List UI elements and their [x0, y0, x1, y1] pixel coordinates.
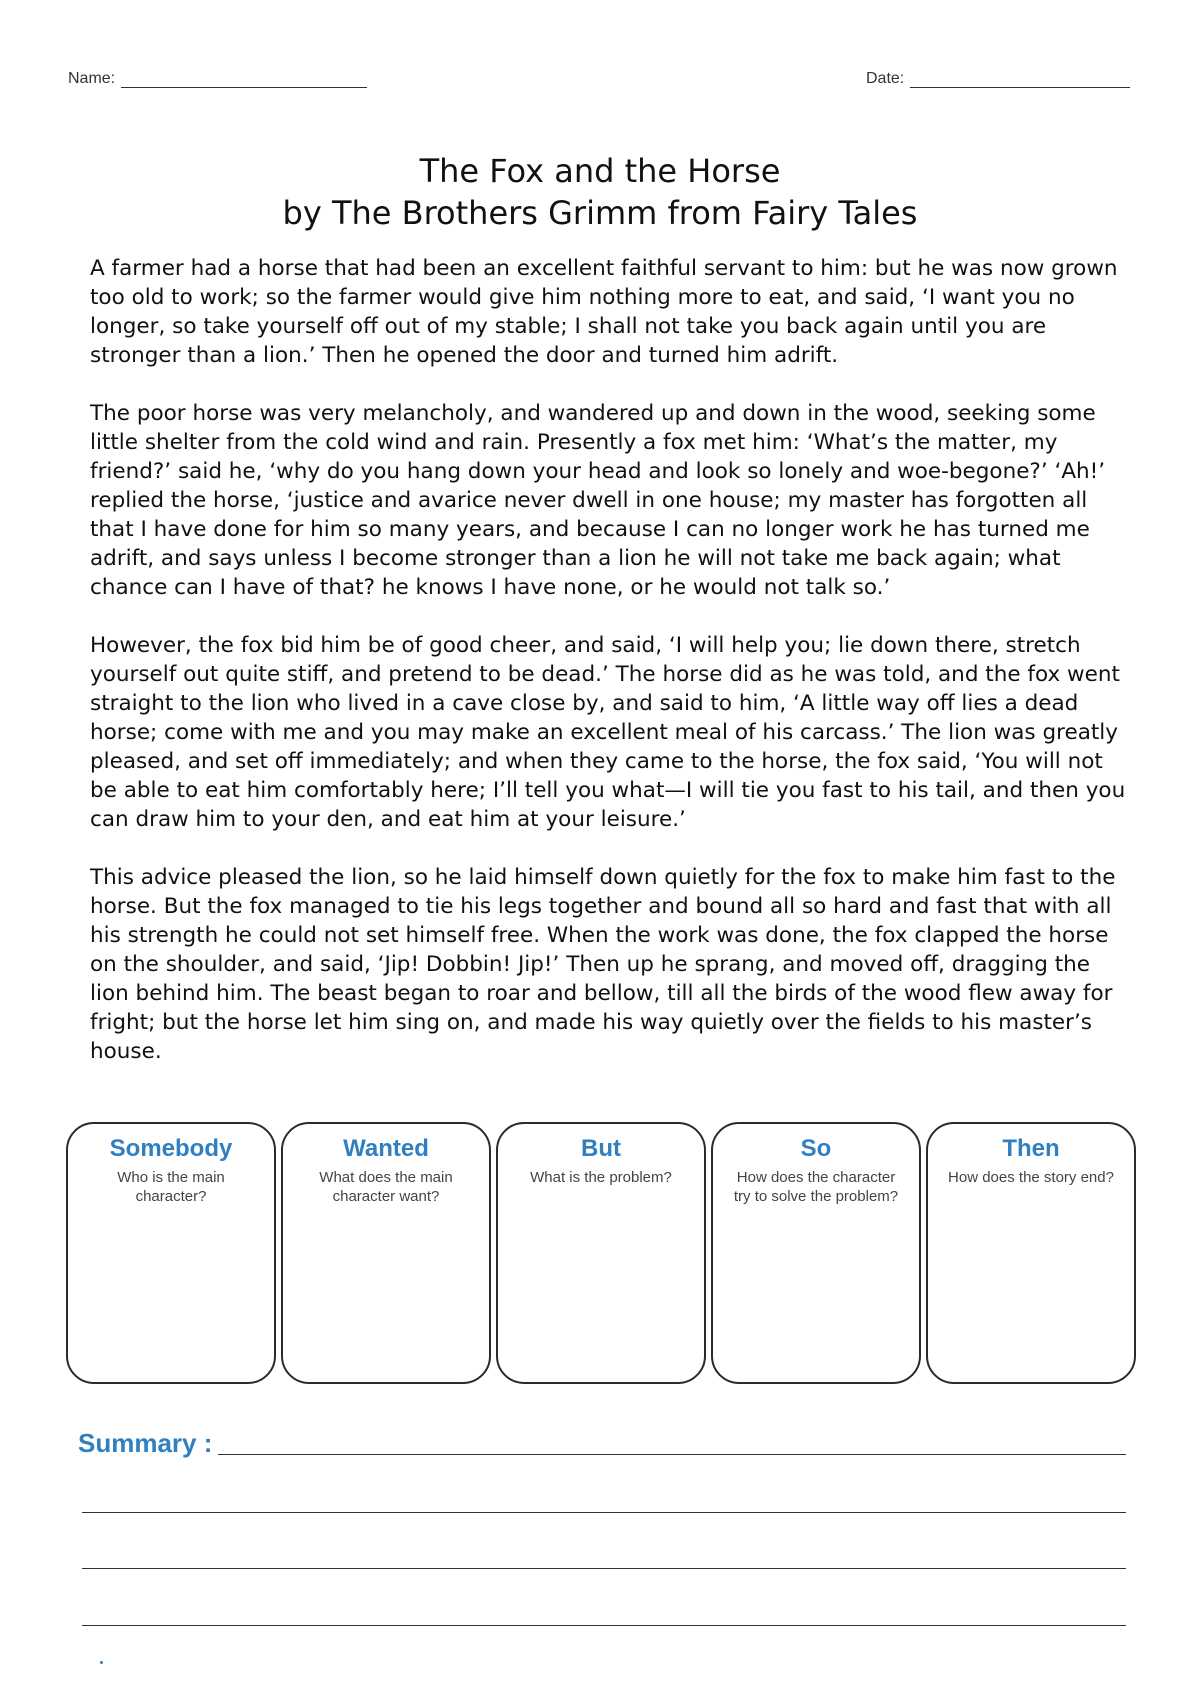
story-paragraph-1: A farmer had a horse that had been an excellent faithful servant to him: but he was now grown too old to work; so the farmer would give him nothing more to eat, and said, ‘I want you no longer, so take yourself off out of my stable; I shall not take you back again until you are stronger than a lion.’ Then he opened the door and turned him adrift. [90, 256, 1118, 368]
name-field[interactable] [68, 70, 367, 88]
date-input-line[interactable] [910, 71, 1130, 88]
summary-section [78, 1428, 1126, 1459]
organizer-question-so: How does the character try to solve the problem? [733, 1169, 899, 1205]
organizer-question-then: How does the story end? [948, 1169, 1114, 1186]
organizer-box-then[interactable] [926, 1122, 1136, 1384]
organizer-box-wanted[interactable] [281, 1122, 491, 1384]
title-line-1: The Fox and the Horse [419, 152, 781, 190]
date-label: Date: [866, 70, 905, 87]
date-field[interactable] [866, 70, 1130, 88]
name-input-line[interactable] [121, 71, 367, 88]
story-paragraph-3: However, the fox bid him be of good cheer, and said, ‘I will help you; lie down there, stretch yourself out quite stiff, and pretend to be dead.’ The horse did as he was told, and the fox went straight to the lion who lived in a cave close by, and said to him, ‘A little way off lies a dead horse; come with me and you may make an excellent meal of his carcass.’ The lion was greatly pleased, and set off immediately; and when they came to the horse, the fox said, ‘You will not be able to eat him comfortably here; I’ll tell you what—I will tie you fast to his tail, and then you can draw him to your den, and eat him at your leisure.’ [90, 633, 1126, 832]
story-paragraph-4: This advice pleased the lion, so he laid himself down quietly for the fox to make him fast to the horse. But the fox managed to tie his legs together and bound all so hard and fast that with all his strength he could not set himself free. When the work was done, the fox clapped the horse on the shoulder, and said, ‘Jip! Dobbin! Jip!’ Then up he sprang, and moved off, dragging the lion behind him. The beast began to roar and bellow, till all the birds of the wood flew away for fright; but the horse let him sing on, and made his way quietly over the fields to his master’s house. [90, 865, 1116, 1064]
summary-line-2[interactable] [82, 1512, 1126, 1513]
story-organizer [66, 1122, 1136, 1386]
title-line-2: by The Brothers Grimm from Fairy Tales [282, 194, 918, 232]
summary-line-4[interactable] [82, 1625, 1126, 1626]
organizer-heading-then: Then [1002, 1135, 1060, 1162]
page-title [0, 150, 1200, 234]
organizer-question-somebody: Who is the main character? [117, 1169, 225, 1205]
organizer-box-so[interactable] [711, 1122, 921, 1384]
organizer-box-but[interactable] [496, 1122, 706, 1384]
summary-line-3[interactable] [82, 1568, 1126, 1569]
summary-line-1[interactable] [218, 1454, 1126, 1455]
summary-label: Summary : [78, 1428, 213, 1458]
story-text [90, 254, 1130, 1095]
decorative-dot [100, 1661, 103, 1664]
organizer-heading-somebody: Somebody [109, 1135, 233, 1162]
organizer-question-but: What is the problem? [530, 1169, 672, 1186]
organizer-heading-so: So [800, 1135, 832, 1162]
organizer-question-wanted: What does the main character want? [319, 1169, 453, 1205]
organizer-heading-wanted: Wanted [343, 1135, 429, 1162]
organizer-box-somebody[interactable] [66, 1122, 276, 1384]
story-paragraph-2: The poor horse was very melancholy, and wandered up and down in the wood, seeking some little shelter from the cold wind and rain. Presently a fox met him: ‘What’s the matter, my friend?’ said he, ‘why do you hang down your head and look so lonely and woe-begone?’ ‘Ah!’ replied the horse, ‘justice and avarice never dwell in one house; my master has forgotten all that I have done for him so many years, and because I can no longer work he has turned me adrift, and says unless I become stronger than a lion he will not take me back again; what chance can I have of that? he knows I have none, or he would not talk so.’ [90, 401, 1106, 600]
organizer-heading-but: But [581, 1135, 621, 1162]
name-label: Name: [68, 70, 116, 87]
